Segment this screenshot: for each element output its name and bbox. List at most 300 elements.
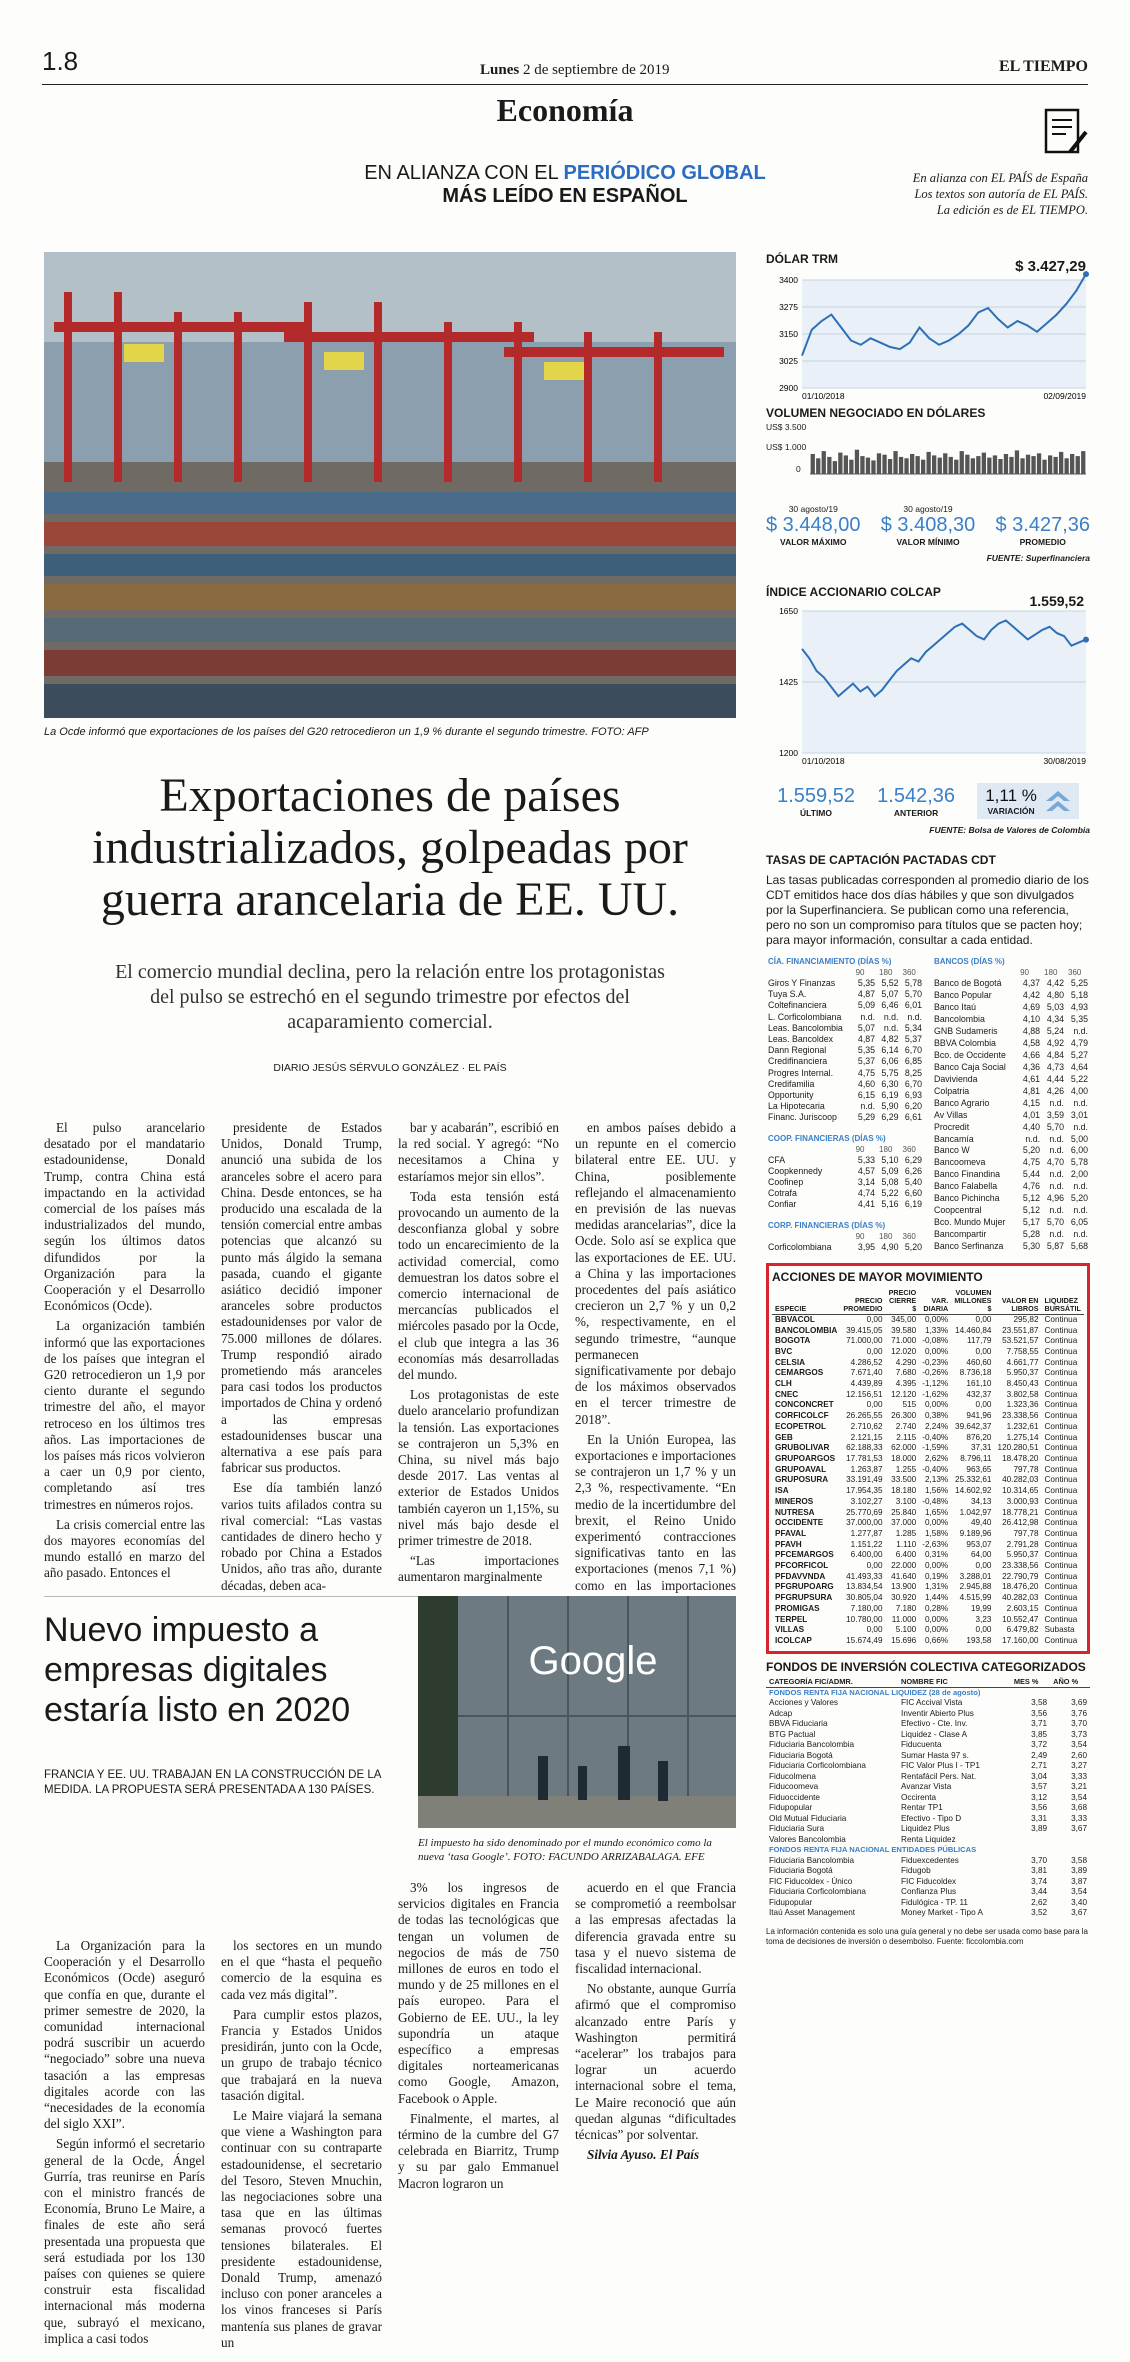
acciones-row-cell: 53.521,57	[1002, 1336, 1039, 1346]
cdt-row-cell: 5,35	[1070, 1014, 1088, 1025]
cdt-row-cell: 6,19	[904, 1199, 922, 1210]
acciones-row-cell: PFGRUPSURA	[775, 1593, 833, 1603]
acciones-row-cell: 64,00	[970, 1550, 992, 1560]
fondos-row-cell: 3,67	[1071, 1824, 1087, 1834]
cdt-row-cell: 5,10	[881, 1154, 899, 1165]
acciones-row-cell: 9.189,96	[959, 1528, 992, 1538]
cdt-row-cell: 5,78	[904, 978, 922, 988]
cdt-row-cell: Dann Regional	[768, 1045, 827, 1056]
fondos-row-cell: Itaú Asset Management	[769, 1908, 856, 1918]
fondos-row-cell: 3,74	[1031, 1876, 1048, 1886]
cdt-row-cell: 4,01	[1022, 1109, 1041, 1120]
acciones-row-cell: 26.300	[891, 1411, 917, 1421]
acciones-row-cell: 39.580	[891, 1325, 917, 1335]
colcap-stat-var: 1,11 % VARIACIÓN	[977, 783, 1079, 819]
cdt-row-cell: 5,25	[1070, 978, 1088, 989]
cdt-row-cell: 5,18	[1070, 990, 1088, 1001]
cdt-row	[932, 1109, 1090, 1121]
fondos-row-cell: Inventir Abierto Plus	[901, 1708, 974, 1718]
cdt-row-cell: 5,22	[881, 1188, 899, 1199]
fondos-row	[766, 1709, 1090, 1720]
acciones-row-cell: 71.000,00	[846, 1336, 883, 1346]
cdt-row-cell: n.d.	[860, 1101, 876, 1112]
cdt-row-cell: Credifamilia	[768, 1078, 815, 1089]
acciones-row-cell: 1.323,36	[1006, 1400, 1039, 1410]
fondos-row-cell: 3,57	[1031, 1782, 1048, 1792]
acciones-row-cell: 1.263,87	[850, 1464, 883, 1474]
fondos-row-cell: Rentafácil Pers. Nat.	[901, 1771, 977, 1781]
cdt-row	[932, 1169, 1090, 1181]
volume-bar	[1009, 457, 1013, 474]
fondos-row	[766, 1898, 1090, 1909]
acciones-row-cell: 4.395	[895, 1379, 917, 1389]
volume-bar	[916, 456, 920, 474]
cdt-row-cell: 4,87	[857, 989, 876, 1000]
fondos-row-cell: Occirenta	[901, 1792, 937, 1802]
cdt-row-cell: Colpatria	[934, 1085, 970, 1096]
acciones-row	[772, 1433, 1084, 1444]
acciones-header: PRECIO CIERRE $	[886, 1288, 920, 1315]
acciones-row-cell: 0,00	[975, 1400, 992, 1410]
acciones-row-cell: 0,00%	[924, 1400, 949, 1410]
acciones-row-cell: Continua	[1044, 1593, 1078, 1603]
cdt-row-cell: 4,81	[1022, 1085, 1041, 1096]
cdt-row-cell: 4,41	[857, 1199, 876, 1210]
fondos-row-cell: 3,56	[1031, 1803, 1048, 1813]
cdt-row-cell: 5,75	[881, 1067, 899, 1078]
volume-bar	[822, 451, 826, 474]
cdt-row	[766, 1177, 924, 1188]
volume-bar	[1015, 450, 1019, 474]
acciones-row-cell: 941,96	[966, 1411, 992, 1421]
fondos-row-cell: 3,70	[1071, 1719, 1087, 1729]
acciones-row	[772, 1368, 1084, 1379]
cdt-row-cell: 6,46	[881, 1000, 899, 1011]
main-body	[44, 1120, 736, 1593]
cdt-row-cell: 5,00	[1070, 1133, 1088, 1144]
cdt-row-cell: 5,27	[1070, 1049, 1088, 1060]
cdt-row-cell: 4,26	[1046, 1085, 1064, 1096]
fondos-row-cell: Liquidez Plus	[901, 1824, 950, 1834]
fondos-row	[766, 1730, 1090, 1741]
volume-bar	[838, 453, 842, 474]
acciones-header: PRECIO PROMEDIO	[840, 1288, 885, 1315]
cdt-row-cell: 4,74	[857, 1188, 876, 1199]
volume-bar	[1070, 454, 1074, 474]
cdt-row-cell: n.d.	[1073, 1026, 1088, 1037]
acciones-row-cell: -0,08%	[922, 1336, 949, 1346]
cdt-row	[766, 1242, 924, 1253]
acciones-row-cell: 0,31%	[924, 1550, 949, 1560]
acciones-row-cell: 40.282,03	[1002, 1475, 1039, 1485]
dolar-stat-avg: $ 3.427,36 PROMEDIO	[995, 514, 1090, 547]
fondos-row	[766, 1698, 1090, 1709]
acciones-row-cell: 7.180	[895, 1603, 917, 1613]
acciones-row-cell: 34,13	[970, 1496, 992, 1506]
cdt-row-cell: 4,60	[857, 1078, 876, 1089]
acciones-row-cell: Continua	[1044, 1571, 1078, 1581]
cdt-row-cell: n.d.	[883, 1011, 899, 1022]
acciones-row-cell: GRUPOAVAL	[775, 1464, 827, 1474]
acciones-row-cell: 7.758,55	[1006, 1346, 1039, 1356]
cdt-intro: Las tasas publicadas corresponden al promedio diario de los CDT emitidos hace dos días hábiles y que son divulgados por la Superfinanciera. Se publican como una referencia, pero no son un compromiso para títulos que se pacten hoy; para mayor información, consultar a cada entidad.	[766, 873, 1089, 947]
fondos-row	[766, 1908, 1090, 1919]
acciones-row-cell: 1,65%	[924, 1507, 949, 1517]
fondos-row-cell: 2,62	[1031, 1897, 1048, 1907]
acciones-row-cell: 963,65	[966, 1464, 992, 1474]
cdt-row-cell: 4,84	[1046, 1049, 1064, 1060]
cdt-row-cell: BBVA Colombia	[934, 1038, 996, 1049]
fondos-row-cell: 3,54	[1071, 1740, 1087, 1750]
acciones-row-cell: Continua	[1044, 1379, 1078, 1389]
dateline: Lunes 2 de septiembre de 2019	[480, 62, 670, 78]
volume-bar	[827, 457, 831, 474]
cdt-row-cell: Progres Internal.	[768, 1067, 834, 1078]
cdt-row-cell: 4,57	[857, 1165, 876, 1176]
fondos-row-cell: FIC Fiducoldex - Único	[769, 1876, 853, 1886]
acciones-row-cell: 23.338,56	[1002, 1561, 1039, 1571]
acciones-row	[772, 1529, 1084, 1540]
cdt-row-cell: 6,70	[904, 1045, 922, 1056]
dolar-stats	[766, 504, 1090, 547]
acciones-row-cell: BVC	[775, 1346, 793, 1356]
volumen-title: VOLUMEN NEGOCIADO EN DÓLARES	[766, 406, 986, 420]
cdt-row-cell: 4,87	[857, 1034, 876, 1045]
cdt-row-cell: 4,58	[1022, 1038, 1041, 1049]
fondos-row-cell: FIC Valor Plus I - TP1	[901, 1761, 980, 1771]
fondos-row-cell: 3,71	[1031, 1719, 1048, 1729]
fondos-row-cell: 3,67	[1071, 1908, 1087, 1918]
acciones-row-cell: 8.736,18	[959, 1368, 992, 1378]
acciones-row	[772, 1358, 1084, 1369]
cdt-row-cell: Davivienda	[934, 1073, 978, 1084]
acciones-row-cell: 2.603,15	[1006, 1603, 1039, 1613]
cdt-title: TASAS DE CAPTACIÓN PACTADAS CDT	[766, 853, 996, 867]
acciones-row-cell: Continua	[1044, 1539, 1078, 1549]
cdt-row-cell: 5,70	[904, 989, 922, 1000]
cdt-row	[766, 1034, 924, 1045]
cdt-row	[932, 1002, 1090, 1014]
acciones-row-cell: Continua	[1044, 1550, 1078, 1560]
fondos-row	[766, 1814, 1090, 1825]
acciones-row-cell: PFAVH	[775, 1539, 802, 1549]
acciones-row-cell: 515	[902, 1400, 917, 1410]
fondos-row-cell: 3,76	[1071, 1708, 1087, 1718]
cdt-row-cell: 6,29	[904, 1154, 922, 1165]
fondos-row	[766, 1887, 1090, 1898]
cdt-row-cell: 4,66	[1022, 1049, 1041, 1060]
fondos-row-cell: 2,71	[1031, 1761, 1048, 1771]
cdt-row-cell: 6,20	[904, 1101, 922, 1112]
cdt-row-cell: 4,00	[1070, 1085, 1088, 1096]
acciones-row-cell: 17.954,35	[846, 1486, 883, 1496]
acciones-row-cell: 0,00%	[924, 1614, 949, 1624]
cdt-row	[766, 1045, 924, 1056]
cdt-row-cell: n.d.	[1049, 1133, 1064, 1144]
acciones-row-cell: 7.680	[895, 1368, 917, 1378]
fondos-row-cell: BTG Pactual	[769, 1729, 816, 1739]
acciones-row-cell: PFCEMARGOS	[775, 1550, 834, 1560]
fondos-row-cell: Fiducoomeva	[769, 1782, 819, 1792]
main-headline: Exportaciones de países industrializados, golpeadas por guerra arancelaria de EE. UU.	[92, 769, 688, 926]
cdt-row-cell: 6,85	[904, 1056, 922, 1067]
acciones-row	[772, 1518, 1084, 1529]
acciones-row-cell: Continua	[1044, 1561, 1078, 1571]
cdt-row-cell: 4,79	[1070, 1038, 1088, 1049]
cdt-row-cell: 8,25	[904, 1067, 922, 1078]
volume-bar	[844, 455, 848, 474]
acciones-row-cell: Subasta	[1044, 1625, 1075, 1635]
cdt-row-cell: 5,17	[1022, 1217, 1041, 1228]
volume-bar	[1081, 451, 1085, 474]
y-tick-label: 1425	[779, 677, 798, 687]
volume-bar	[949, 457, 953, 474]
acciones-row-cell: 2,24%	[924, 1421, 949, 1431]
fondos-row-cell: Fidupopular	[769, 1897, 813, 1907]
acciones-row-cell: 2,13%	[924, 1475, 949, 1485]
acciones-row-cell: 33.500	[891, 1475, 917, 1485]
second-col-3: 3% los ingresos de servicios digitales en Francia de todas las tecnológicas que tengan un volumen de negocios de más de 750 millones de euros en todo el mundo y de 25 millones en el país europeo. Para el Gobierno de EE. UU., la ley supondría un ataque específico a empresas digitales norteamericanas como Google, Amazon, Facebook o Apple. Finalmente, el martes, al término de la cumbre del G7 celebrada en Biarritz, Trump y su par galo Emmanuel Macron lograron un	[398, 1880, 559, 2191]
cdt-row-cell: n.d.	[1049, 1229, 1064, 1240]
fondos-row	[766, 1761, 1090, 1772]
acciones-row-cell: 2.791,28	[1006, 1539, 1039, 1549]
fondos-row-cell: 3,40	[1071, 1897, 1087, 1907]
acciones-row	[772, 1379, 1084, 1390]
fondos-row-cell: Fiduciaria Corficolombiana	[769, 1761, 866, 1771]
acciones-row	[772, 1508, 1084, 1519]
acciones-row-cell: 0,38%	[924, 1411, 949, 1421]
acciones-row-cell: 22.790,79	[1002, 1571, 1039, 1581]
x-tick-label: 02/09/2019	[1043, 391, 1086, 401]
cdt-row-cell: 4,40	[1022, 1121, 1041, 1132]
volume-bar	[932, 455, 936, 474]
fondos-row-cell: Fiduexcedentes	[901, 1855, 959, 1865]
acciones-row	[772, 1400, 1084, 1411]
fondos-row-cell: Fiduciaria Bancolombia	[769, 1855, 855, 1865]
acciones-row-cell: -1,12%	[922, 1379, 949, 1389]
acciones-row-cell: 953,07	[966, 1539, 992, 1549]
acciones-row-cell: 1.255	[895, 1464, 917, 1474]
fondos-row	[766, 1740, 1090, 1751]
acciones-row-cell: 876,20	[966, 1432, 992, 1442]
cdt-row-cell: 4,36	[1022, 1061, 1041, 1072]
acciones-row-cell: Continua	[1044, 1603, 1078, 1613]
acciones-row-cell: 15.674,49	[846, 1635, 883, 1645]
acciones-row-cell: 2.710,62	[850, 1421, 883, 1431]
volumen-chart	[766, 420, 1090, 500]
cdt-row-cell: 5,28	[1022, 1229, 1041, 1240]
fondos-row-cell: Fidulógica - TP. 11	[901, 1897, 968, 1907]
cdt-row-cell: Bancompartir	[934, 1229, 987, 1240]
google-caption: El impuesto ha sido denominado por el mundo económico como la nueva ‘tasa Google’. FOTO: FACUNDO ARRIZABALAGA. EFE	[418, 1837, 712, 1863]
acciones-row-cell: 4.286,52	[850, 1357, 883, 1367]
cdt-row-cell: 4,82	[881, 1034, 899, 1045]
volume-bar	[982, 453, 986, 474]
fondos-row-cell: 3,85	[1031, 1729, 1048, 1739]
volume-bar	[976, 456, 980, 474]
cdt-row-cell: 6,15	[857, 1090, 876, 1101]
acciones-row-cell: 3.288,01	[959, 1571, 992, 1581]
cdt-row-cell: Banco Popular	[934, 990, 992, 1001]
volume-bar	[993, 455, 997, 474]
cdt-row	[766, 1166, 924, 1177]
fondos-row	[766, 1719, 1090, 1730]
acciones-row-cell: 3.802,58	[1006, 1389, 1039, 1399]
fondos-row-cell: Rentar TP1	[901, 1803, 943, 1813]
photo-caption: La Ocde informó que exportaciones de los países del G20 retrocedieron un 1,9 % durante el segundo trimestre. FOTO: AFP	[44, 726, 649, 738]
acciones-row-cell: 12.020	[891, 1346, 917, 1356]
fondos-row-cell: Fiduciaria Sura	[769, 1824, 825, 1834]
acciones-row-cell: -1,59%	[922, 1443, 949, 1453]
acciones-row-cell: 117,79	[967, 1336, 992, 1346]
acciones-row	[772, 1465, 1084, 1476]
acciones-row-cell: BANCOLOMBIA	[775, 1325, 838, 1335]
fondos-row-cell: 3,68	[1071, 1803, 1087, 1813]
acciones-title: ACCIONES DE MAYOR MOVIMIENTO	[772, 1269, 983, 1284]
acciones-row-cell: Continua	[1044, 1346, 1078, 1356]
fondos-row-cell: Liquidez - Clase A	[901, 1729, 968, 1739]
acciones-row-cell: 1.277,87	[850, 1528, 883, 1538]
acciones-row-cell: PFDAVVNDA	[775, 1571, 826, 1581]
up-arrow-icon	[1045, 788, 1071, 814]
acciones-row	[772, 1347, 1084, 1358]
cdt-row-cell: 6,70	[904, 1078, 922, 1089]
cdt-row-cell: 4,70	[1046, 1157, 1064, 1168]
acciones-row-cell: -0,26%	[922, 1368, 949, 1378]
cdt-row-cell: 5,12	[1022, 1193, 1041, 1204]
volume-bar	[893, 451, 897, 474]
cdt-row-cell: 3,59	[1046, 1109, 1064, 1120]
acciones-row-cell: 1.232,61	[1006, 1421, 1039, 1431]
dolar-title: DÓLAR TRM	[766, 252, 838, 266]
acciones-row-cell: BBVACOL	[775, 1314, 815, 1324]
cdt-row	[766, 1056, 924, 1067]
acciones-row-cell: 39.415,05	[846, 1325, 883, 1335]
acciones-row-cell: 120.280,51	[997, 1443, 1039, 1453]
cdt-row-cell: 6,30	[881, 1078, 899, 1089]
acciones-row-cell: 0,00	[866, 1561, 883, 1571]
cdt-row-cell: n.d.	[1073, 1121, 1088, 1132]
acciones-row-cell: 4.515,99	[959, 1593, 992, 1603]
cdt-row-cell: 5,03	[1046, 1002, 1064, 1013]
acciones-row-cell: PFAVAL	[775, 1528, 807, 1538]
cdt-row-cell: 4,64	[1070, 1061, 1088, 1072]
cdt-row-cell: Banco de Bogotá	[934, 978, 1002, 989]
acciones-row-cell: 15.696	[891, 1635, 917, 1645]
volume-bar	[965, 455, 969, 474]
y-tick-label: 2900	[779, 383, 798, 393]
acciones-row-cell: 345,00	[891, 1314, 917, 1324]
acciones-row-cell: 3.000,93	[1006, 1496, 1039, 1506]
volume-bar	[877, 453, 881, 474]
acciones-row-cell: Continua	[1044, 1400, 1078, 1410]
acciones-row	[772, 1572, 1084, 1583]
volume-bar	[910, 454, 914, 474]
cdt-row	[766, 1068, 924, 1079]
acciones-row-cell: 41.640	[891, 1571, 917, 1581]
cdt-row-cell: 5,68	[1070, 1241, 1088, 1252]
cdt-row	[932, 1193, 1090, 1205]
fondos-row-cell: 3,73	[1071, 1729, 1087, 1739]
cdt-row	[932, 1038, 1090, 1050]
main-col-1: El pulso arancelario desatado por el mandatario estadounidense, Donald Trump, contra China está impactando en la actividad comercial de los países más industrializados del mundo, según los últimos datos difundidos por la Organización para la Cooperación y el Desarrollo Económicos (Ocde). La organización también informó que las exportaciones de los países que integran el G20 retrocedieron un 1,9 por ciento durante el segundo trimestre del año, el mayor retroceso en los últimos tres años. Las importaciones de los países más ricos volvieron a caer un 0,9 por ciento, completando así tres trimestres en números rojos. La crisis comercial entre las dos mayores economías del mundo estalló en marzo del año pasado. Entonces el	[44, 1120, 205, 1581]
fondos-row-cell: Adcap	[769, 1708, 793, 1718]
volume-bar	[871, 460, 875, 474]
acciones-row-cell: 10.314,65	[1002, 1486, 1039, 1496]
colcap-last-value: 1.559,52	[1029, 593, 1084, 609]
cdt-row-cell: L. Corficolombiana	[768, 1011, 842, 1022]
acciones-row-cell: 0,00	[866, 1346, 883, 1356]
acciones-row-cell: 1.285	[895, 1528, 917, 1538]
cdt-row-cell: 3,14	[857, 1177, 876, 1188]
acciones-header: VOLUMEN MILLONES $	[951, 1288, 994, 1315]
fondos-row-cell: Fiducuenta	[901, 1740, 942, 1750]
acciones-row-cell: 17.781,53	[846, 1454, 883, 1463]
acciones-row-cell: 0,00%	[924, 1561, 949, 1571]
fondos-row-cell: Money Market - Tipo A	[901, 1908, 983, 1918]
cdt-row-cell: n.d.	[1049, 1181, 1064, 1192]
fondos-header: CATEGORÍA FIC/ADMR.	[766, 1676, 898, 1688]
cdt-row-cell: Cotrafa	[768, 1188, 797, 1199]
fondos-row-cell: Fiduoccidente	[769, 1792, 820, 1802]
volumen-bar-chart	[766, 420, 1090, 480]
acciones-row-cell: 5.100	[895, 1625, 917, 1635]
fondos-row-cell: Fiducolmena	[769, 1771, 816, 1781]
acciones-row-cell: 2.740	[895, 1421, 917, 1431]
acciones-row-cell: 25.840	[891, 1507, 917, 1517]
acciones-row-cell: 18.778,21	[1002, 1507, 1039, 1517]
fondos-row-cell: 3,70	[1031, 1855, 1048, 1865]
acciones-row-cell: 18.476,20	[1002, 1582, 1039, 1592]
dolar-stat-max: 30 agosto/19 $ 3.448,00 VALOR MÁXIMO	[766, 504, 861, 547]
fondos-row-cell: 3,54	[1071, 1792, 1087, 1802]
volume-bar	[904, 458, 908, 474]
cdt-row-cell: 4,10	[1022, 1014, 1041, 1025]
acciones-row-cell: 0,00%	[924, 1518, 949, 1528]
acciones-row-cell: 25.770,69	[846, 1507, 883, 1517]
fondos-row-cell: 3,52	[1031, 1908, 1048, 1918]
acciones-row-cell: Continua	[1044, 1357, 1078, 1367]
acciones-row	[772, 1593, 1084, 1604]
fondos-row-cell: 2,60	[1071, 1750, 1087, 1760]
fondos-header: MES %	[1011, 1676, 1050, 1688]
acciones-row-cell: -0,48%	[922, 1496, 949, 1506]
cdt-row-cell: Banco Agrario	[934, 1097, 990, 1108]
header-rule	[42, 84, 1088, 85]
acciones-row	[772, 1582, 1084, 1593]
acciones-row-cell: 40.282,03	[1002, 1593, 1039, 1603]
main-byline: DIARIO JESÚS SÉRVULO GONZÁLEZ · EL PAÍS	[273, 1062, 507, 1074]
cdt-row-cell: 5,44	[1022, 1169, 1041, 1180]
cdt-row-cell: 5,09	[881, 1165, 899, 1176]
cdt-row	[932, 1050, 1090, 1062]
cdt-row	[766, 1000, 924, 1011]
acciones-table	[772, 1288, 1084, 1647]
cdt-row-cell: 5,07	[881, 989, 899, 1000]
acciones-row-cell: 1.275,14	[1006, 1432, 1039, 1442]
acciones-row	[772, 1497, 1084, 1508]
acciones-row-cell: Continua	[1044, 1443, 1078, 1453]
acciones-row-cell: 1.151,22	[850, 1539, 883, 1549]
volumen-y1: US$ 3.500	[766, 422, 807, 432]
acciones-row-cell: 4.661,77	[1006, 1357, 1039, 1367]
acciones-row-cell: 37,31	[970, 1443, 992, 1453]
fondos-row-cell: Renta Liquidez	[901, 1834, 956, 1844]
cdt-row	[932, 978, 1090, 990]
cdt-row-cell: 5,24	[1046, 1026, 1064, 1037]
fondos-row-cell: 3,33	[1071, 1771, 1087, 1781]
acciones-row-cell: Continua	[1044, 1464, 1078, 1474]
